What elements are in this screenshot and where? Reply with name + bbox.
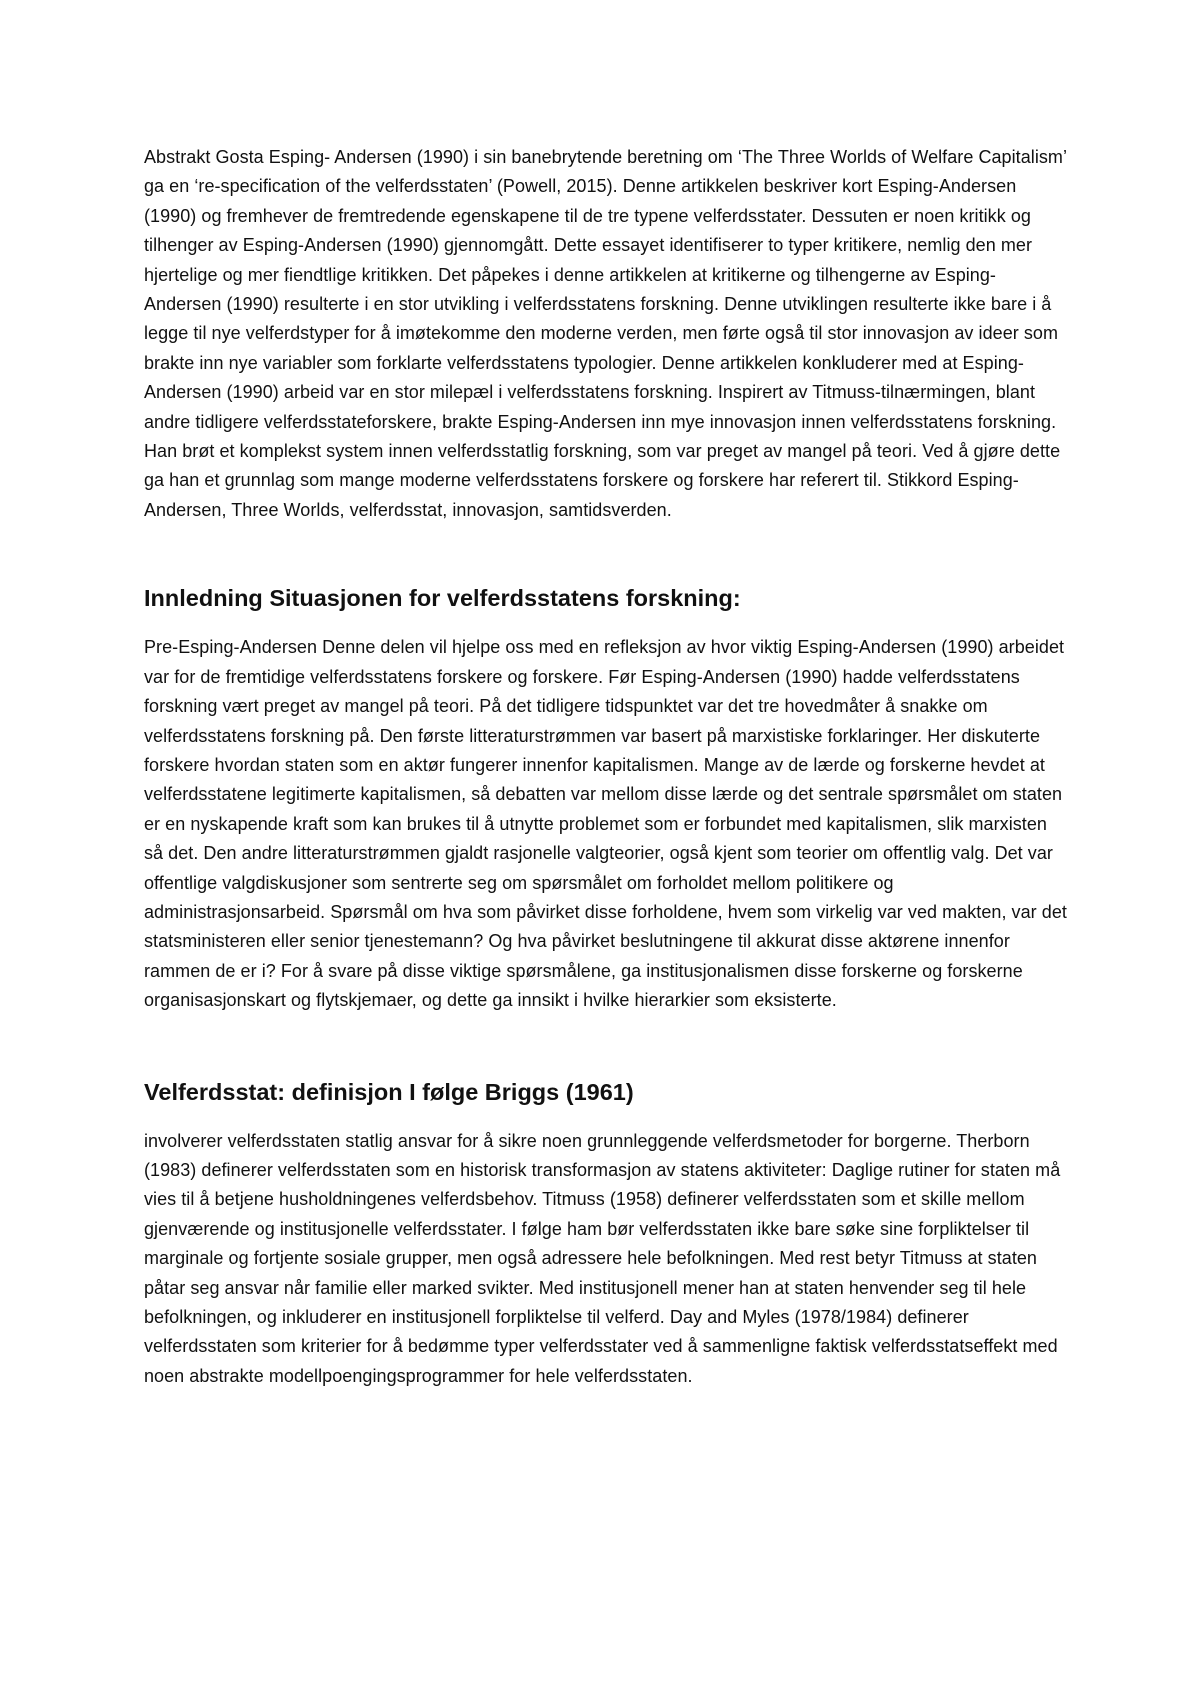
section-paragraph-definition: involverer velferdsstaten statlig ansvar for å sikre noen grunnleggende velferdsmetoder for borgerne. Therborn (1983) definerer velferdsstaten som en historisk transformasjon av statens aktiviteter: Daglige rutiner for staten må vies til å betjene husholdningenes velferdsbehov. Titmuss (1958) definerer velferdsstaten som et skille mellom gjenværende og institusjonelle velferdsstater. I følge ham bør velferdsstaten ikke bare søke sine forpliktelser til marginale og fortjente sosiale grupper, men også adressere hele befolkningen. Med rest betyr Titmuss at staten påtar seg ansvar når familie eller marked svikter. Med institusjonell mener han at staten henvender seg til hele befolkningen, og inkluderer en institusjonell forpliktelse til velferd. Day and Myles (1978/1984) definerer velferdsstaten som kriterier for å bedømme typer velferdsstater ved å sammenligne faktisk velferdsstatseffekt med noen abstrakte modellpoengingsprogrammer for hele velferdsstaten.: [144, 1130, 1061, 1386]
document-body: [144, 143, 1070, 1391]
section-paragraph-introduction: Pre-Esping-Andersen Denne delen vil hjelpe oss med en refleksjon av hvor viktig Esping-Andersen (1990) arbeidet var for de fremtidige velferdsstatens forskere og forskere. Før Esping-Andersen (1990) hadde velferdsstatens forskning vært preget av mangel på teori. På det tidligere tidspunktet var det tre hovedmåter å snakke om velferdsstatens forskning på. Den første litteraturstrømmen var basert på marxistiske forklaringer. Her diskuterte forskere hvordan staten som en aktør fungerer innenfor kapitalismen. Mange av de lærde og forskerne hevdet at velferdsstatene legitimerte kapitalismen, så debatten var mellom disse lærde og det sentrale spørsmålet om staten er en nyskapende kraft som kan brukes til å utnytte problemet som er forbundet med kapitalismen, slik marxisten så det. Den andre litteraturstrømmen gjaldt rasjonelle valgteorier, også kjent som teorier om offentlig valg. Det var offentlige valgdiskusjoner som sentrerte seg om spørsmålet om forholdet mellom politikere og administrasjonsarbeid. Spørsmål om hva som påvirket disse forholdene, hvem som virkelig var ved makten, var det statsministeren eller senior tjenestemann? Og hva påvirket beslutningene til akkurat disse aktørene innenfor rammen de er i? For å svare på disse viktige spørsmålene, ga institusjonalismen disse forskerne og forskerne organisasjonskart og flytskjemaer, og dette ga innsikt i hvilke hierarkier som eksisterte.: [144, 637, 1067, 1011]
abstract-paragraph: Abstrakt Gosta Esping- Andersen (1990) i sin banebrytende beretning om ‘The Three Worlds of Welfare Capitalism’ ga en ‘re-specification of the velferdsstaten’ (Powell, 2015). Denne artikkelen beskriver kort Esping-Andersen (1990) og fremhever de fremtredende egenskapene til de tre typene velferdsstater. Dessuten er noen kritikk og tilhenger av Esping-Andersen (1990) gjennomgått. Dette essayet identifiserer to typer kritikere, nemlig den mer hjertelige og mer fiendtlige kritikken. Det påpekes i denne artikkelen at kritikerne og tilhengerne av Esping-Andersen (1990) resulterte i en stor utvikling i velferdsstatens forskning. Denne utviklingen resulterte ikke bare i å legge til nye velferdstyper for å imøtekomme den moderne verden, men førte også til stor innovasjon av ideer som brakte inn nye variabler som forklarte velferdsstatens typologier. Denne artikkelen konkluderer med at Esping-Andersen (1990) arbeid var en stor milepæl i velferdsstatens forskning. Inspirert av Titmuss-tilnærmingen, blant andre tidligere velferdsstateforskere, brakte Esping-Andersen inn mye innovasjon innen velferdsstatens forskning. Han brøt et komplekst system innen velferdsstatlig forskning, som var preget av mangel på teori. Ved å gjøre dette ga han et grunnlag som mange moderne velferdsstatens forskere og forskere har referert til. Stikkord Esping-Andersen, Three Worlds, velferdsstat, innovasjon, samtidsverden.: [144, 147, 1067, 520]
section-heading-introduction: Innledning Situasjonen for velferdsstatens forskning:: [144, 585, 741, 612]
section-heading-definition: Velferdsstat: definisjon I følge Briggs (1961): [144, 1078, 634, 1105]
